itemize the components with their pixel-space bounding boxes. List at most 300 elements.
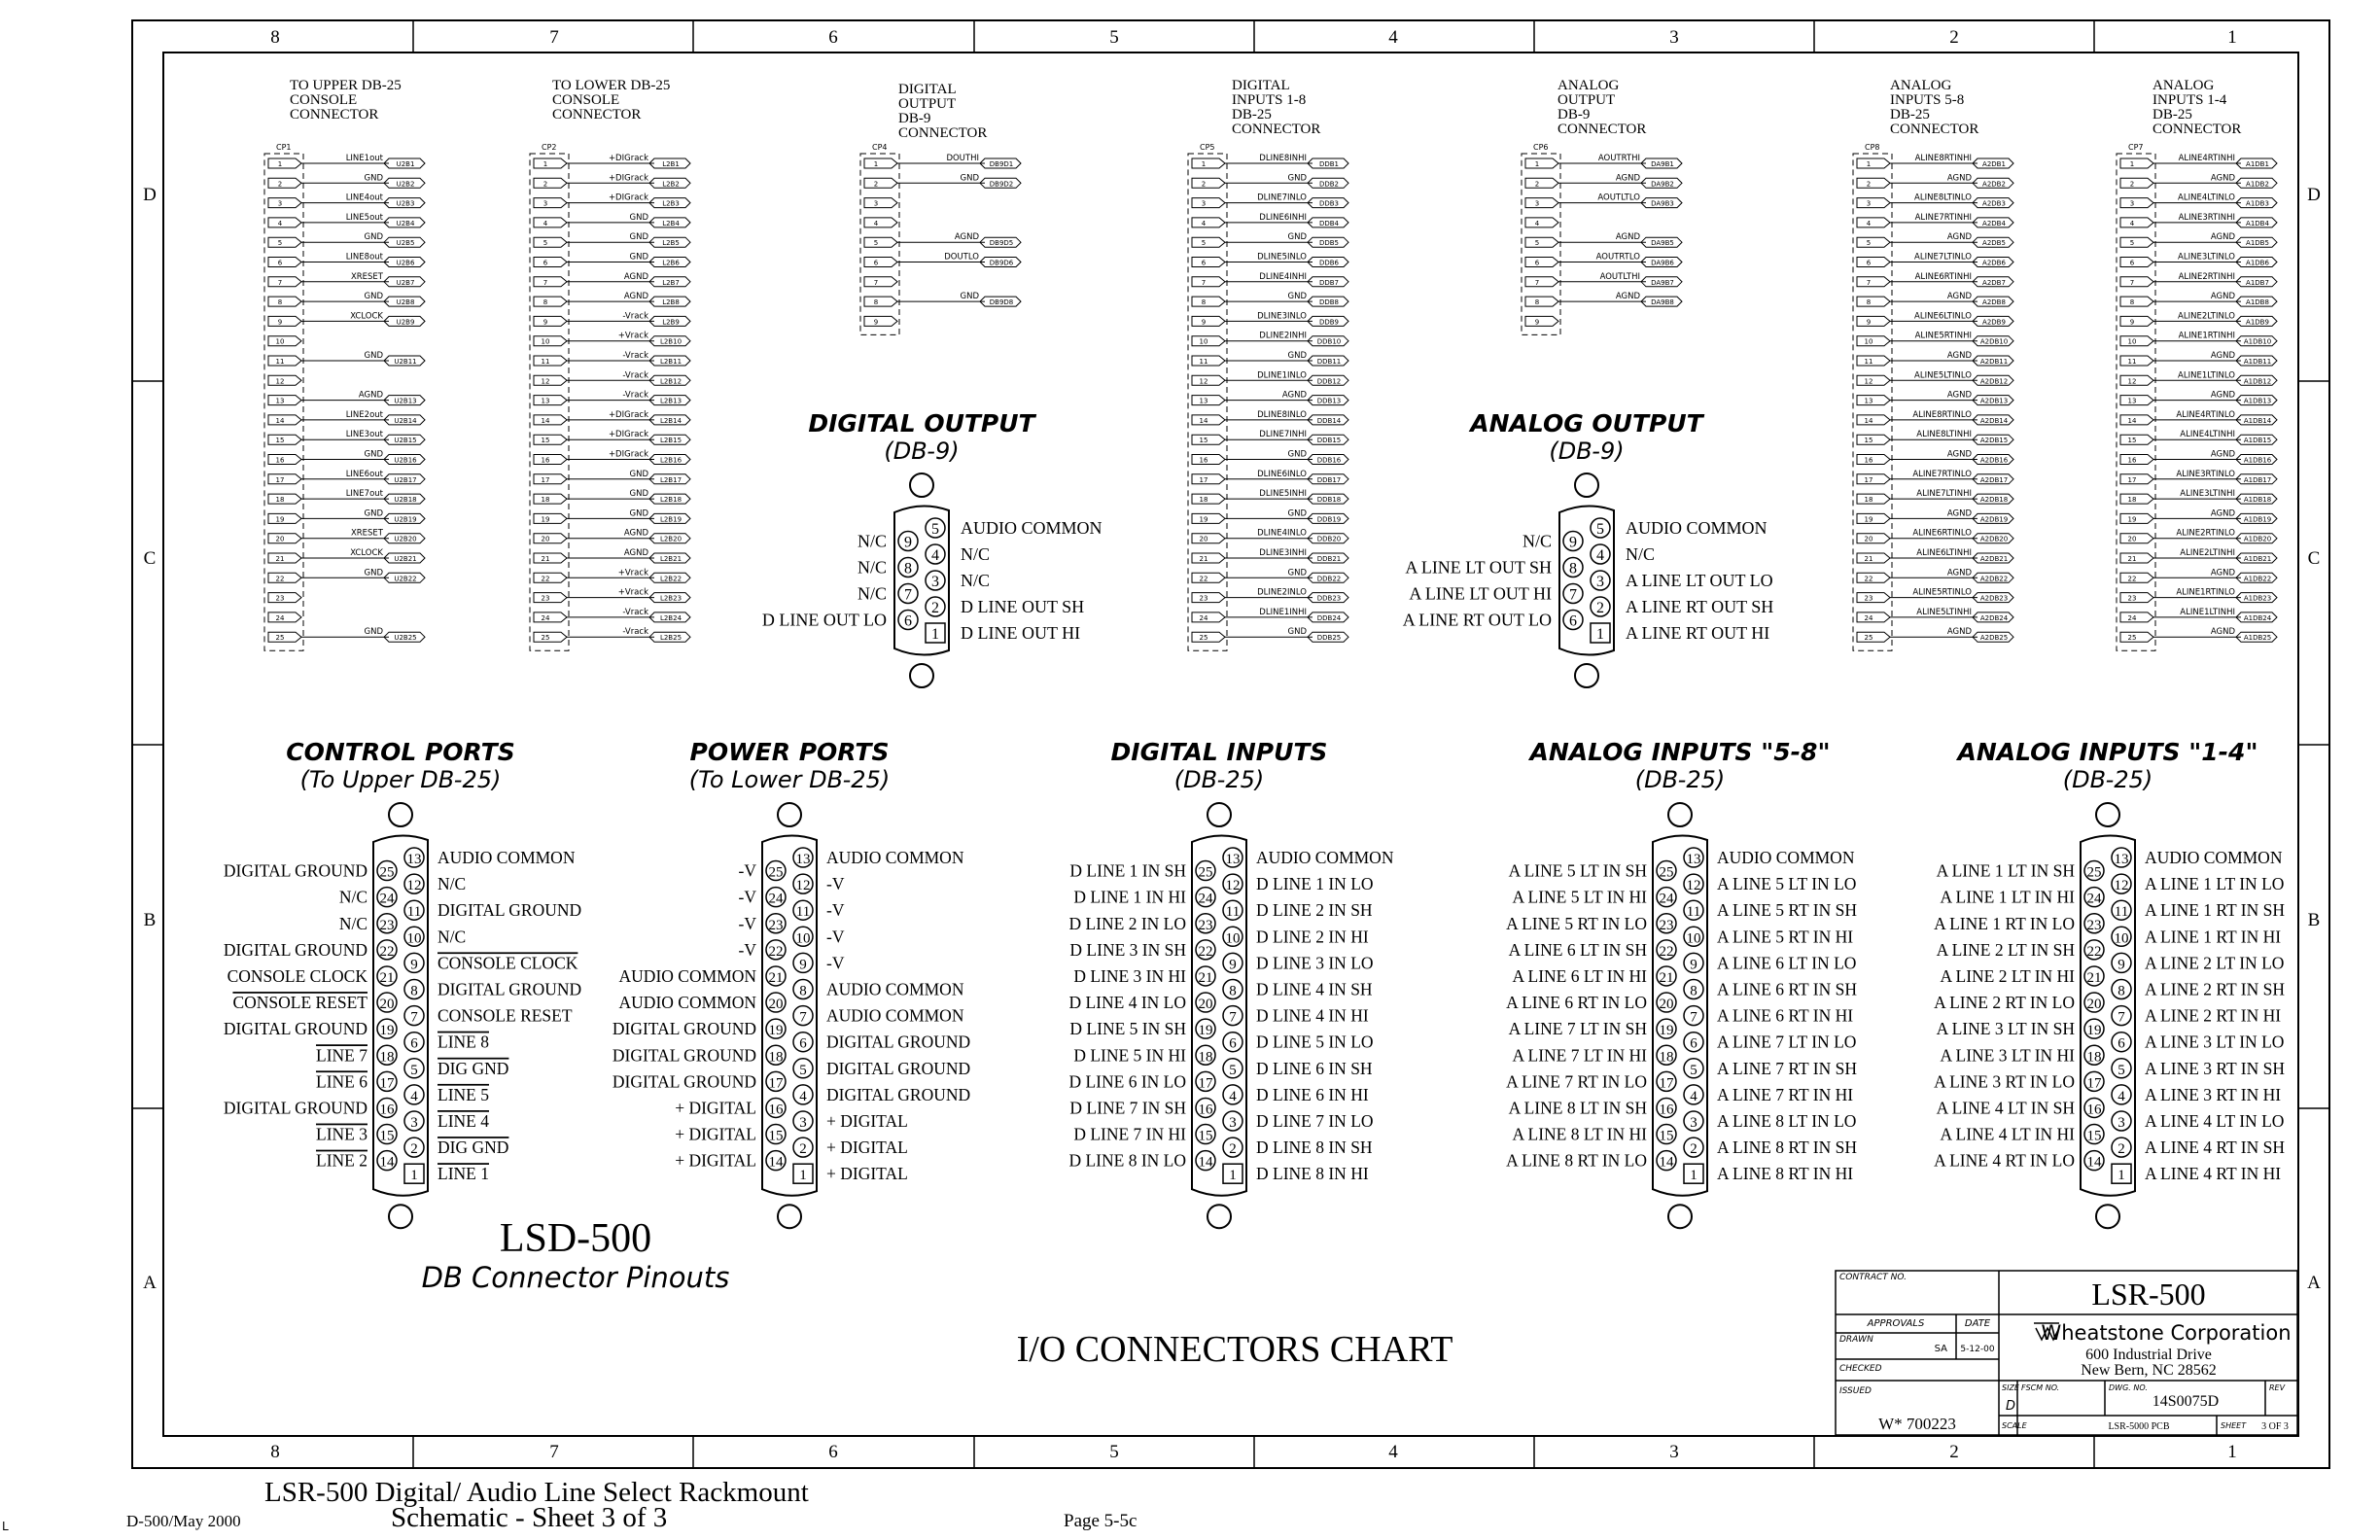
pin-shape [1192,316,1225,326]
connector-subtitle: (DB-25) [1173,766,1265,793]
pin-shape [864,237,897,247]
pin-signal-label: DLINE4INHI [1259,271,1307,282]
pin-function-label: A LINE 2 LT IN HI [1940,965,2075,986]
pin-signal-label: AOUTRTLO [1595,252,1640,262]
pin-function-label: D LINE OUT LO [761,610,887,630]
pin-shape [268,356,301,366]
strip-header-line: INPUTS 1-4 [2152,92,2227,108]
pin-signal-label: AGND [1281,390,1307,401]
strip-header-line: CONNECTOR [2152,122,2242,137]
pin-number: 7 [1866,278,1872,287]
pin-shape [1192,218,1225,228]
pin-number: 25 [2127,634,2137,643]
pin-number: 6 [799,1035,807,1052]
pin-signal-label: GND [1287,351,1307,361]
pin-signal-label: GND [1287,508,1307,519]
pin-function-label: AUDIO COMMON [961,518,1102,538]
pin-function-label: D LINE 5 IN HI [1073,1045,1186,1066]
pin-number: 6 [277,259,283,267]
pin-shape [2120,277,2153,287]
mounting-hole-icon [1668,1205,1692,1228]
pin-number: 18 [1199,496,1208,505]
pin-number: 6 [1866,259,1872,267]
net-tag-label: U2B4 [396,219,415,228]
pin-function-label: N/C [1626,544,1656,564]
net-tag-label: DDB22 [1316,575,1342,583]
strip-ref: CP1 [276,143,292,152]
pin-signal-label: GND [364,351,383,361]
pin-number: 8 [2129,298,2135,307]
pin-function-label: A LINE 1 LT IN LO [2145,874,2285,894]
strip-header-line: CONNECTOR [898,125,988,141]
pin-signal-label: +DIGrack [608,409,648,420]
pin-function-label: D LINE 1 IN HI [1073,887,1186,907]
net-tag-label: L2B6 [662,259,680,267]
net-tag-label: DDB13 [1316,397,1342,405]
pin-signal-label: ALINE7LTINLO [1914,252,1972,262]
pin-number: 9 [1534,318,1540,327]
pin-signal-label: DOUTHI [946,154,979,163]
pin-signal-label: AGND [358,390,383,401]
pin-signal-label: XRESET [350,271,383,282]
pin-function-label: A LINE 5 RT IN LO [1506,913,1647,933]
pin-function-label: D LINE 7 IN SH [1069,1098,1186,1118]
pin-number: 16 [379,1102,395,1118]
pin-shape [1192,632,1225,642]
pin-number: 12 [2114,878,2129,894]
pin-signal-label: +Vrack [617,587,648,598]
net-tag-label: L2B16 [659,456,682,465]
pin-number: 7 [277,278,283,287]
pin-shape [864,158,897,168]
pin-signal-label: AOUTRTHI [1597,154,1640,163]
pin-number: 23 [541,594,550,603]
pin-number: 12 [2127,377,2137,386]
pin-function-label: DIG GND [438,1058,509,1078]
net-tag-label: A1DB21 [2243,555,2272,563]
pin-shape [1192,573,1225,582]
pin-signal-label: ALINE6RTINHI [1914,271,1972,282]
pin-number: 17 [379,1075,395,1092]
net-tag-label: DDB10 [1316,337,1342,346]
pin-number: 19 [1199,515,1208,524]
pin-shape [1857,198,1890,208]
pin-signal-label: LINE2out [345,409,383,420]
mounting-hole-icon [778,1205,801,1228]
net-tag-label: A1DB7 [2246,278,2269,287]
pin-shape [1857,553,1890,563]
net-tag-label: A2DB2 [1982,180,2006,189]
pin-function-label: DIGITAL GROUND [826,1032,971,1052]
net-tag-label: A2DB1 [1982,160,2006,168]
pin-number: 15 [768,1128,784,1144]
mounting-hole-icon [910,664,933,687]
pin-number: 17 [768,1075,784,1092]
pin-strip-group [264,78,2277,650]
mounting-hole-icon [910,473,933,497]
strip-header-line: CONSOLE [290,92,358,108]
net-tag-label: A1DB19 [2243,515,2272,524]
strip-header-line: DB-9 [898,111,931,126]
pin-function-label: N/C [338,887,368,907]
net-tag-label: L2B9 [662,318,680,327]
pin-signal-label: GND [364,508,383,519]
strip-header-line: CONNECTOR [552,107,642,122]
pin-shape [2120,375,2153,385]
pin-number: 21 [1199,555,1208,563]
drawn-label: DRAWN [1839,1335,1873,1345]
grid-row-left-B: B [143,910,157,930]
pin-shape [1857,415,1890,425]
pin-number: 13 [1686,852,1701,867]
pin-function-label: + DIGITAL [826,1111,908,1131]
pin-number: 15 [1659,1128,1674,1144]
pin-number: 9 [1690,957,1698,973]
pin-shape [864,178,897,188]
issued-label: ISSUED [1839,1386,1872,1396]
pin-function-label: A LINE LT OUT HI [1409,583,1552,604]
mounting-hole-icon [778,803,801,826]
pin-number: 2 [931,600,939,616]
pin-shape [1192,553,1225,563]
pin-function-label: A LINE 4 LT IN SH [1936,1098,2075,1118]
pin-signal-label: ALINE6LTINLO [1914,311,1972,322]
pin-number: 7 [1534,278,1540,287]
pin-number: 19 [379,1023,395,1039]
connector-subtitle: (DB-25) [2062,766,2153,793]
pin-signal-label: ALINE5LTINLO [1914,370,1972,381]
pin-shape [268,218,301,228]
pin-signal-label: DLINE8INHI [1259,154,1307,163]
pin-shape [268,553,301,563]
pin-shape [1192,178,1225,188]
pin-signal-label: DLINE5INHI [1259,489,1307,500]
pin-function-label: AUDIO COMMON [1256,848,1394,867]
pin-function-label: A LINE 2 RT IN SH [2145,979,2285,999]
pin-shape [2120,198,2153,208]
net-tag-label: U2B21 [394,555,417,563]
pin-number: 24 [275,613,285,622]
pin-signal-label: GND [364,232,383,243]
pin-number: 13 [1199,397,1208,405]
db25-connector-3 [1506,738,1857,1228]
pin-function-label: AUDIO COMMON [826,1005,964,1026]
pin-function-label: A LINE 6 LT IN HI [1512,965,1647,986]
pin-function-label: DIGITAL GROUND [223,1019,368,1039]
pin-signal-label: ALINE3LTINHI [2180,489,2235,500]
pin-shape [268,336,301,346]
pin-function-label: A LINE 8 RT IN HI [1717,1164,1854,1184]
pin-signal-label: GND [1287,173,1307,184]
net-tag-label: A2DB16 [1979,456,2009,465]
mounting-hole-icon [389,1205,412,1228]
pin-number: 23 [275,594,285,603]
grid-col-bottom-5: 5 [1109,1442,1119,1462]
pin-signal-label: LINE6out [345,469,383,479]
pin-number: 4 [1596,547,1604,564]
strip-header-line: ANALOG [2152,78,2215,93]
pin-signal-label: AGND [1946,351,1972,361]
pin-shape [534,435,567,444]
pin-number: 3 [873,199,879,208]
pin-function-label: LINE 2 [316,1150,368,1171]
pin-function-label: A LINE 5 LT IN HI [1512,887,1647,907]
company-address-1: 600 Industrial Drive [2085,1347,2212,1363]
pin-function-label: A LINE RT OUT LO [1402,610,1552,630]
pin-signal-label: DOUTLO [944,252,979,262]
pin-number: 24 [1199,613,1208,622]
pin-shape [268,316,301,326]
pin-number: 5 [1866,239,1872,248]
pin-shape [1192,336,1225,346]
pin-number: 8 [1690,983,1698,999]
pin-shape [534,474,567,484]
pin-number: 2 [2118,1141,2125,1158]
contract-no-label: CONTRACT NO. [1839,1273,1907,1282]
pin-signal-label: -Vrack [622,390,648,401]
pin-function-label: N/C [857,531,887,551]
net-tag-label: A2DB11 [1979,358,2009,366]
pin-function-label: A LINE LT OUT LO [1626,571,1773,590]
connector-title: ANALOG OUTPUT [1470,409,1703,438]
pin-signal-label: ALINE8RTINLO [1912,409,1972,420]
pin-number: 14 [2086,1154,2102,1171]
pin-shape [1857,534,1890,543]
pin-function-label: A LINE 1 LT IN HI [1940,887,2075,907]
pin-shape [1192,455,1225,465]
pin-strip-cp7 [2117,143,2277,650]
pin-function-label: D LINE 7 IN LO [1256,1111,1374,1131]
net-tag-label: DB9D6 [989,259,1014,267]
pin-function-label: D LINE 2 IN LO [1068,913,1186,933]
net-tag-label: U2B3 [396,199,415,208]
pin-shape [864,277,897,287]
pin-signal-label: AGND [2210,390,2235,401]
pin-signal-label: ALINE4LTINHI [2180,430,2235,440]
pin-signal-label: ALINE7RTINHI [1914,212,1972,223]
pin-number: 11 [1225,904,1241,921]
pin-number: 16 [1198,1102,1213,1118]
connector-shell [1559,506,1614,654]
net-tag-label: A2DB4 [1982,219,2006,228]
strip-header-line: CONNECTOR [1232,122,1321,137]
pin-function-label: AUDIO COMMON [826,848,964,867]
pin-shape [1857,474,1890,484]
strip-ref: CP7 [2128,143,2144,152]
pin-number: 4 [1229,1088,1237,1104]
net-tag-label: A1DB20 [2243,535,2272,543]
pin-signal-label: DLINE8INLO [1257,409,1307,420]
pin-number: 19 [1864,515,1873,524]
pin-number: 15 [541,437,550,445]
pin-number: 23 [1199,594,1208,603]
pin-number: 9 [1866,318,1872,327]
pin-number: 2 [2129,180,2135,189]
pin-function-label: D LINE 4 IN HI [1256,1005,1369,1026]
pin-signal-label: AOUTLTHI [1599,271,1640,282]
pin-shape [268,474,301,484]
pin-shape [2120,494,2153,504]
pin-function-label: D LINE 3 IN HI [1073,965,1186,986]
pin-signal-label: DLINE1INHI [1259,607,1307,617]
pin-function-label: CONSOLE CLOCK [227,965,368,986]
pin-number: 5 [1534,239,1540,248]
net-tag-label: L2B20 [659,535,682,543]
pin-number: 18 [2086,1049,2102,1066]
pin-signal-label: ALINE8LTINLO [1914,192,1972,203]
grid-col-top-1: 1 [2227,27,2237,48]
pin-shape [1192,474,1225,484]
pin-number: 15 [2086,1128,2102,1144]
pin-number: 9 [2129,318,2135,327]
pin-number: 16 [2127,456,2137,465]
net-tag-label: L2B23 [659,594,682,603]
pin-signal-label: ALINE5RTINLO [1912,587,1972,598]
strip-ref: CP5 [1200,143,1215,152]
strip-header-line: TO LOWER DB-25 [552,78,671,93]
pin-number: 8 [799,983,807,999]
net-tag-label: DDB3 [1318,199,1340,208]
pin-number: 16 [541,456,550,465]
net-tag-label: DB9D2 [989,180,1014,189]
pin-function-label: A LINE 6 RT IN SH [1717,979,1857,999]
connector-subtitle: (DB-25) [1634,766,1726,793]
pin-function-label: DIGITAL GROUND [826,1084,971,1104]
pin-shape [534,632,567,642]
pin-signal-label: LINE3out [345,430,383,440]
pin-shape [268,297,301,306]
pin-number: 3 [1866,199,1872,208]
pin-signal-label: ALINE3LTINLO [2178,252,2235,262]
pin-shape [2120,573,2153,582]
pin-signal-label: GND [364,627,383,638]
pin-number: 13 [275,397,285,405]
pin-number: 17 [541,475,550,484]
grid-col-bottom-4: 4 [1388,1442,1398,1462]
pin-signal-label: GND [364,173,383,184]
pin-function-label: D LINE 3 IN SH [1069,939,1186,960]
pin-function-label: D LINE 6 IN LO [1068,1071,1186,1092]
net-tag-label: A2DB6 [1982,259,2006,267]
pin-signal-label: GND [364,568,383,578]
net-tag-label: DDB17 [1316,475,1342,484]
net-tag-label: DDB11 [1316,358,1342,366]
pin-number: 22 [1199,575,1208,583]
pin-shape [2120,415,2153,425]
mounting-hole-icon [1575,473,1598,497]
db9-connector-1 [1403,409,1774,687]
pin-number: 18 [768,1049,784,1066]
net-tag-label: U2B9 [396,318,415,327]
pin-number: 8 [1534,298,1540,307]
pin-function-label: DIGITAL GROUND [438,900,582,921]
pin-function-label: A LINE 4 RT IN SH [2145,1138,2285,1158]
pin-number: 16 [275,456,285,465]
pin-number: 3 [1534,199,1540,208]
checked-label: CHECKED [1839,1364,1882,1374]
pin-number: 14 [541,416,550,425]
pin-number: 9 [1569,534,1577,551]
strip-header-line: CONSOLE [552,92,620,108]
pin-signal-label: ALINE4RTINHI [2178,154,2235,163]
pin-shape [1525,277,1558,287]
pin-number: 21 [1659,969,1674,986]
net-tag-label: L2B19 [659,515,682,524]
pin-number: 5 [931,521,939,538]
pin-signal-label: AGND [623,528,648,539]
pin-shape [534,316,567,326]
sheet-label: SHEET [2221,1421,2247,1430]
pin-shape [534,198,567,208]
pin-shape [1192,258,1225,267]
pin-function-label: A LINE 6 RT IN LO [1506,993,1647,1013]
strip-header-line: INPUTS 1-8 [1232,92,1307,108]
pin-function-label: DIGITAL GROUND [612,1019,756,1039]
pin-signal-label: AGND [1615,232,1640,243]
pin-number: 3 [1690,1115,1698,1131]
pin-signal-label: ALINE7LTINHI [1916,489,1972,500]
pin-shape [534,494,567,504]
pin-function-label: AUDIO COMMON [618,965,756,986]
pin-shape [2120,237,2153,247]
net-tag-label: U2B18 [394,496,417,505]
net-tag-label: A1DB25 [2243,634,2272,643]
net-tag-label: DB9D1 [989,160,1014,168]
net-tag-label: DDB6 [1318,259,1340,267]
pin-shape [268,573,301,582]
pin-number: 24 [1659,891,1674,907]
pin-number: 4 [2118,1088,2125,1104]
strip-header-line: DB-9 [1558,107,1591,122]
pin-function-label: D LINE OUT SH [961,597,1085,616]
title-block-product: LSR-500 [2091,1277,2206,1312]
pin-number: 22 [275,575,285,583]
pin-shape [268,415,301,425]
mounting-hole-icon [1575,664,1598,687]
pin-function-label: A LINE 2 RT IN LO [1934,993,2075,1013]
pin-number: 18 [275,496,285,505]
pin-shape [534,237,567,247]
pin-signal-label: AGND [1946,449,1972,460]
connector-subtitle: (DB-9) [1549,438,1625,465]
pin-number: 24 [2127,613,2137,622]
net-tag-label: A2DB5 [1982,239,2006,248]
pin-number: 5 [799,1062,807,1078]
pin-shape [1192,277,1225,287]
pin-function-label: + DIGITAL [675,1098,756,1118]
pin-signal-label: AGND [623,548,648,558]
pin-signal-label: ALINE1RTINLO [2176,587,2235,598]
net-tag-label: DA9B1 [1651,160,1674,168]
mounting-hole-icon [2096,1205,2119,1228]
pin-signal-label: LINE8out [345,252,383,262]
pin-function-label: LINE 3 [316,1124,368,1144]
pin-shape [268,455,301,465]
net-tag-label: A2DB3 [1982,199,2006,208]
pin-function-label: A LINE 3 RT IN HI [2145,1084,2282,1104]
pin-function-label: + DIGITAL [826,1138,908,1158]
pin-shape [2120,396,2153,405]
db25-connector-1 [612,738,970,1228]
pin-signal-label: DLINE3INLO [1257,311,1307,322]
pin-signal-label: -Vrack [622,351,648,361]
net-tag-label: A2DB7 [1982,278,2006,287]
pin-signal-label: +DIGrack [608,192,648,203]
dwg-number: 14S0075D [2152,1393,2220,1410]
pin-shape [534,415,567,425]
pin-number: 25 [541,634,550,643]
pin-number: 20 [1659,997,1674,1013]
